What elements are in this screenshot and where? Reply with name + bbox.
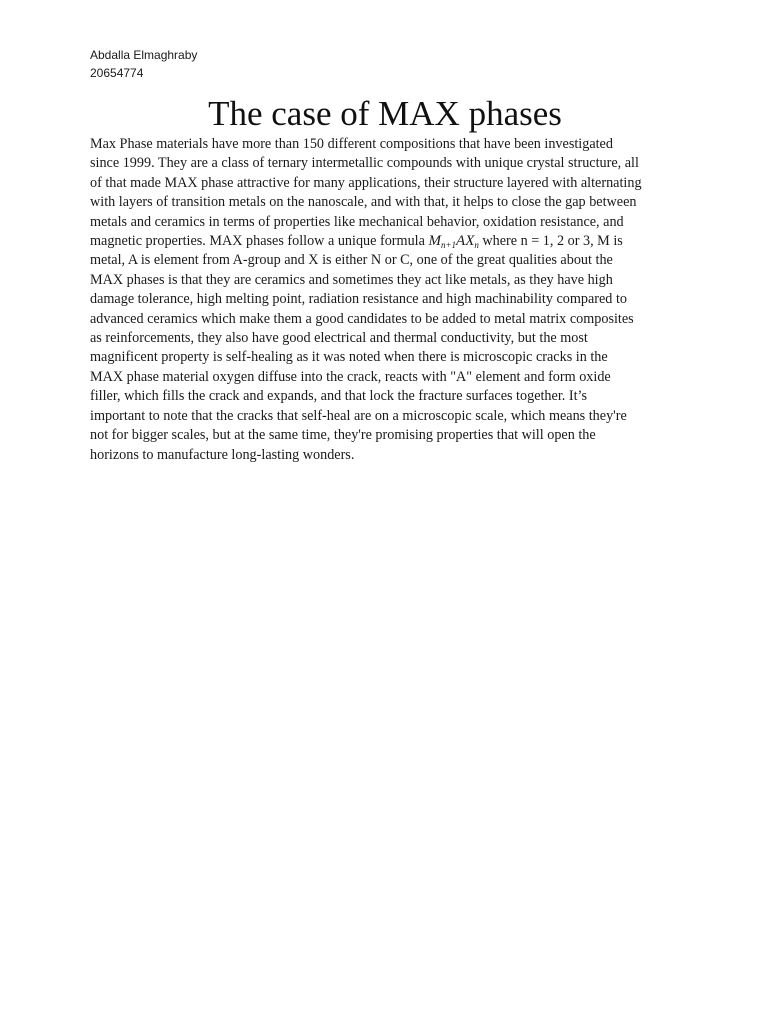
body-line-text: where n = 1, 2 or 3, M is xyxy=(482,233,623,250)
body-line-text: magnetic properties. MAX phases follow a unique formula xyxy=(90,233,425,250)
body-line: since 1999. They are a class of ternary intermetallic compounds with unique crystal structure, all xyxy=(90,155,639,172)
body-line: of that made MAX phase attractive for many applications, their structure layered with alternating xyxy=(90,174,642,191)
body-line: not for bigger scales, but at the same time, they're promising properties that will open the xyxy=(90,427,596,444)
body-line: as reinforcements, they also have good electrical and thermal conductivity, but the most xyxy=(90,330,588,347)
body-paragraph xyxy=(90,135,690,465)
body-line: advanced ceramics which make them a good candidates to be added to metal matrix composites xyxy=(90,310,634,327)
student-id: 20654774 xyxy=(90,66,144,80)
author-block xyxy=(90,46,197,82)
body-line: metals and ceramics in terms of properties like mechanical behavior, oxidation resistance, and xyxy=(90,213,624,230)
body-line: filler, which fills the crack and expands, and that lock the fracture surfaces together. It’s xyxy=(90,388,587,405)
max-formula: $M_{n+1}AX_n$ xyxy=(428,233,479,251)
author-name: Abdalla Elmaghraby xyxy=(90,48,198,62)
body-line-with-formula xyxy=(90,232,690,251)
body-line: horizons to manufacture long-lasting wonders. xyxy=(90,446,355,463)
document-title: The case of MAX phases xyxy=(208,94,562,133)
body-line: Max Phase materials have more than 150 different compositions that have been investigated xyxy=(90,136,613,152)
body-line: important to note that the cracks that self-heal are on a microscopic scale, which means they're xyxy=(90,407,627,424)
body-line: with layers of transition metals on the nanoscale, and with that, it helps to close the gap between xyxy=(90,194,637,211)
body-line: metal, A is element from A-group and X is either N or C, one of the great qualities about the xyxy=(90,252,613,269)
body-line: MAX phase material oxygen diffuse into the crack, reacts with "A" element and form oxide xyxy=(90,368,611,385)
body-line: damage tolerance, high melting point, radiation resistance and high machinability compared to xyxy=(90,291,627,308)
body-line: magnificent property is self-healing as it was noted when there is microscopic cracks in the xyxy=(90,349,608,366)
body-line: MAX phases is that they are ceramics and sometimes they act like metals, as they have high xyxy=(90,271,613,288)
